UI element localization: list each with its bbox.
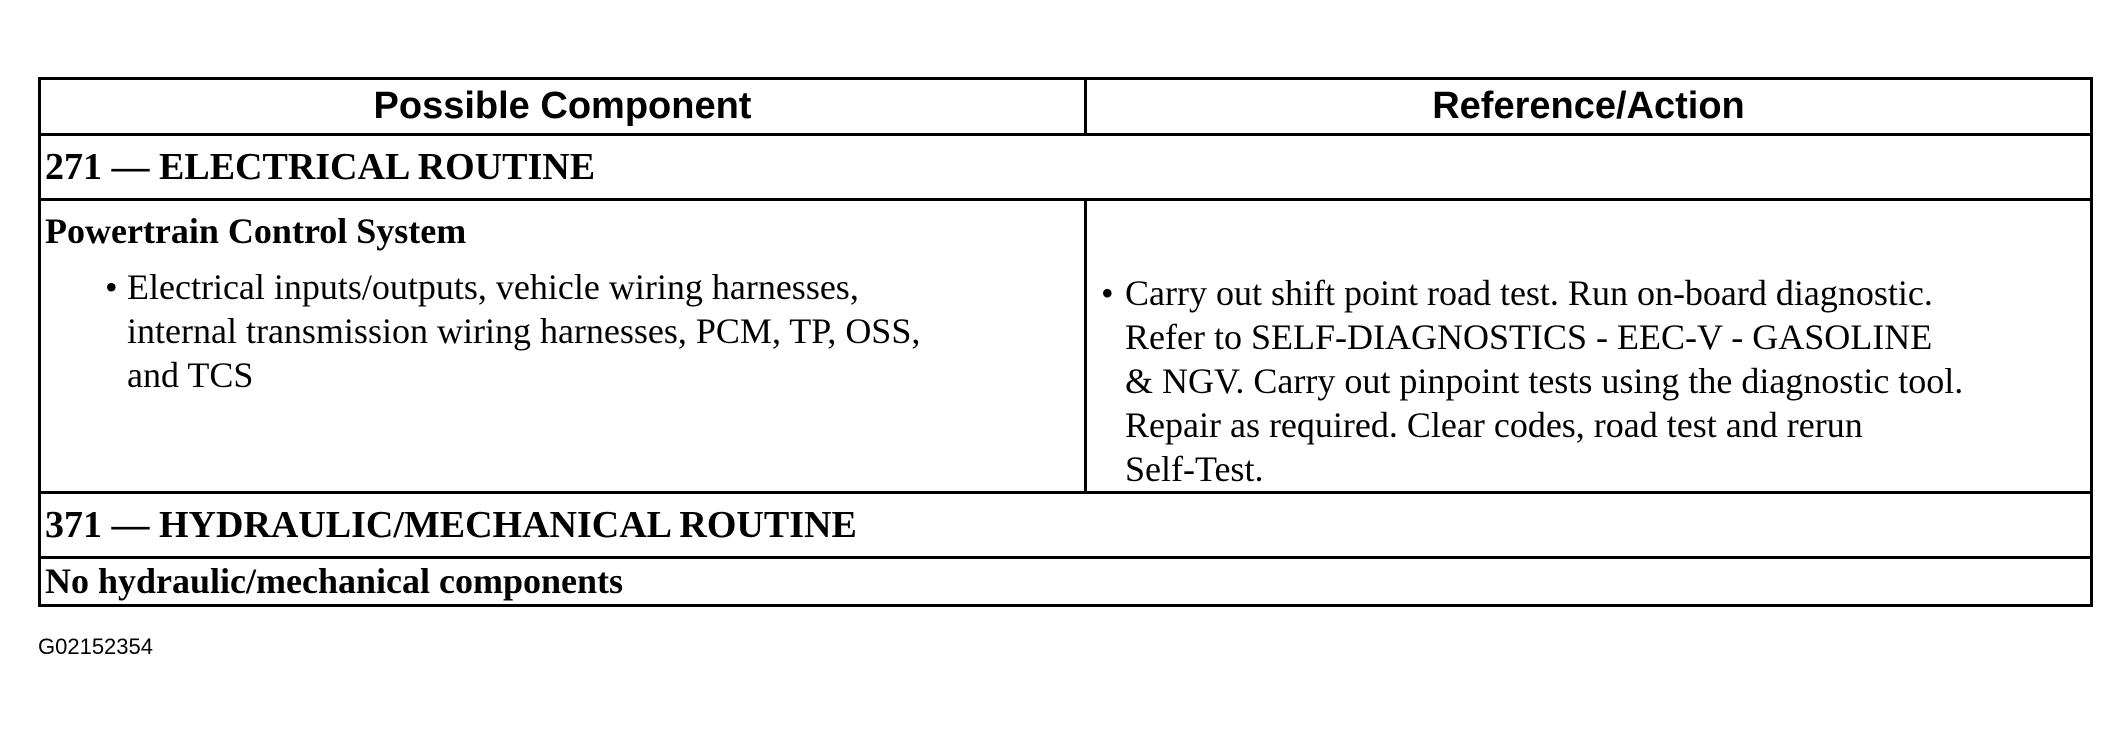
action-line: Repair as required. Clear codes, road test and rerun [1125, 405, 1863, 445]
component-list [45, 265, 1084, 397]
action-line: & NGV. Carry out pinpoint tests using the diagnostic tool. [1125, 361, 1964, 401]
section-title-electrical: 271 — ELECTRICAL ROUTINE [40, 135, 2092, 200]
component-line: internal transmission wiring harnesses, PCM, TP, OSS, [127, 311, 921, 351]
list-item [1101, 271, 2090, 491]
header-possible-component: Possible Component [40, 79, 1086, 135]
component-line: and TCS [127, 355, 254, 395]
diagnostic-table [38, 77, 2093, 607]
action-line: Carry out shift point road test. Run on-board diagnostic. [1125, 273, 1933, 313]
header-row [40, 79, 2092, 135]
action-cell [1086, 200, 2092, 493]
header-reference-action: Reference/Action [1086, 79, 2092, 135]
note-row-hydraulic [40, 558, 2092, 606]
component-line: Electrical inputs/outputs, vehicle wiring harnesses, [127, 267, 859, 307]
list-item [45, 265, 1087, 397]
content-row-electrical [40, 200, 2092, 493]
action-line: Self-Test. [1125, 449, 1264, 489]
action-list [1101, 271, 2090, 491]
figure-id: G02152354 [38, 634, 153, 659]
component-cell [40, 200, 1086, 493]
hydraulic-note: No hydraulic/mechanical components [40, 558, 2092, 606]
section-row-hydraulic [40, 493, 2092, 558]
action-line: Refer to SELF-DIAGNOSTICS - EEC-V - GASOLINE [1125, 317, 1933, 357]
bullet-icon: • [105, 267, 118, 307]
bullet-icon: • [1101, 273, 1114, 313]
section-title-hydraulic: 371 — HYDRAULIC/MECHANICAL ROUTINE [40, 493, 2092, 558]
section-row-electrical [40, 135, 2092, 200]
group-title: Powertrain Control System [45, 211, 467, 251]
